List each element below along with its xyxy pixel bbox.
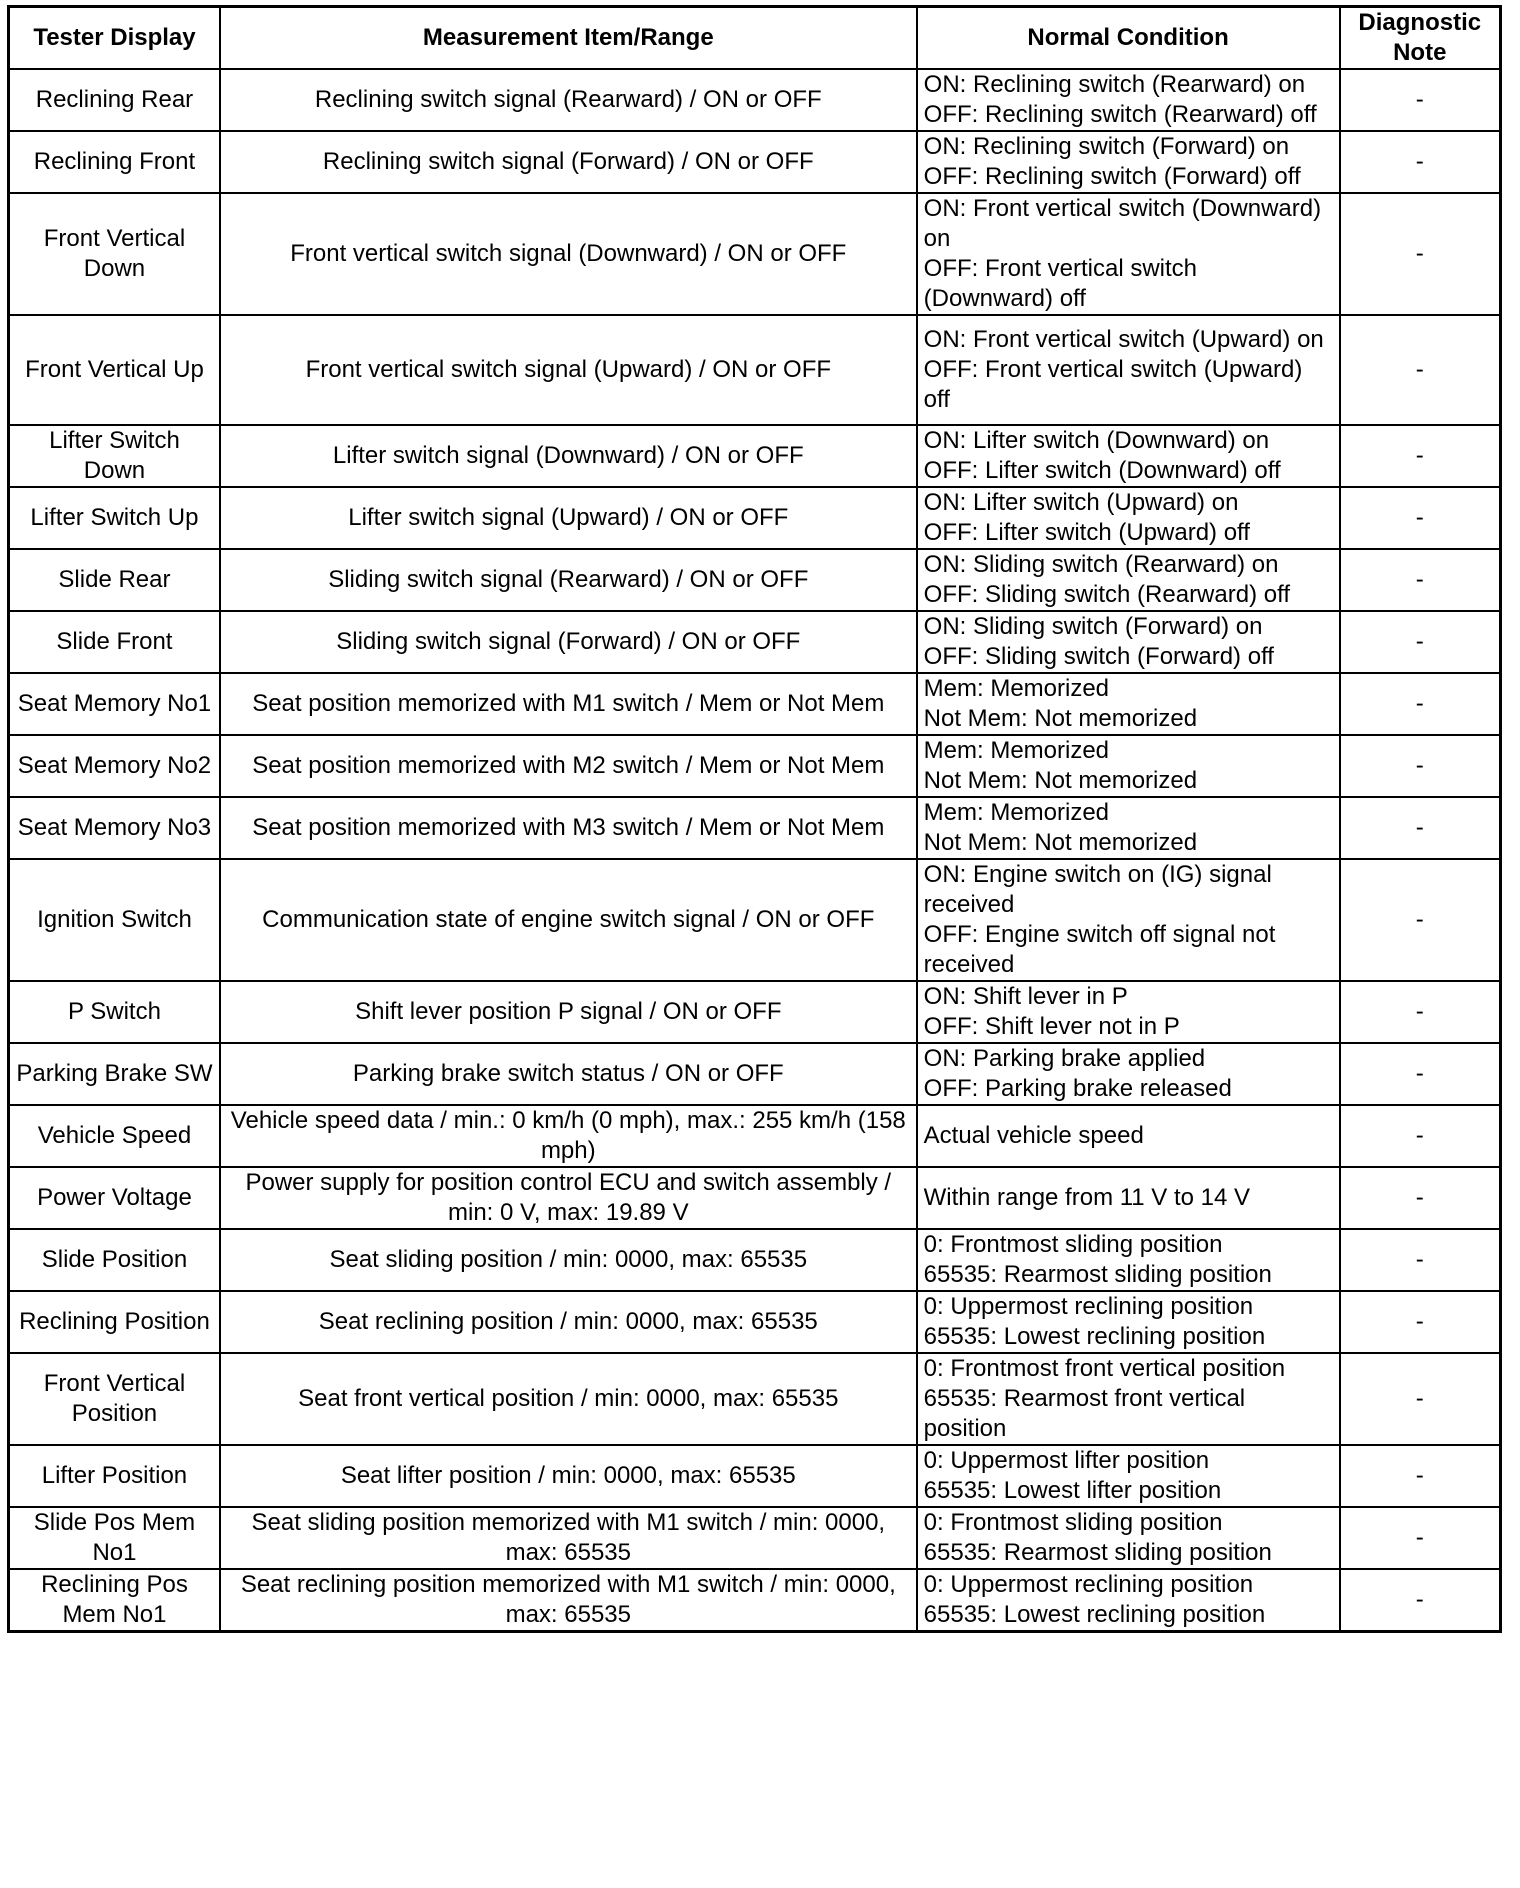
diagnostic-note-cell: - [1340, 673, 1501, 735]
table-row [9, 797, 1501, 859]
diagnostic-note-cell: - [1340, 1291, 1501, 1353]
diagnostic-note-cell: - [1340, 1445, 1501, 1507]
table-row [9, 1229, 1501, 1291]
normal-condition-cell: Mem: Memorized Not Mem: Not memorized [917, 673, 1340, 735]
measurement-item-cell: Power supply for position control ECU and switch assembly / min: 0 V, max: 19.89 V [220, 1167, 917, 1229]
tester-display-cell: P Switch [9, 981, 220, 1043]
table-row [9, 1105, 1501, 1167]
measurement-item-cell: Seat position memorized with M3 switch / Mem or Not Mem [220, 797, 917, 859]
header-row [9, 7, 1501, 70]
tester-display-cell: Seat Memory No1 [9, 673, 220, 735]
measurement-item-cell: Vehicle speed data / min.: 0 km/h (0 mph), max.: 255 km/h (158 mph) [220, 1105, 917, 1167]
normal-condition-cell: ON: Engine switch on (IG) signal received OFF: Engine switch off signal not received [917, 859, 1340, 981]
measurement-item-cell: Seat sliding position memorized with M1 switch / min: 0000, max: 65535 [220, 1507, 917, 1569]
normal-condition-cell: ON: Sliding switch (Forward) on OFF: Sliding switch (Forward) off [917, 611, 1340, 673]
table-row [9, 1167, 1501, 1229]
normal-condition-cell: 0: Frontmost sliding position 65535: Rearmost sliding position [917, 1507, 1340, 1569]
header-diagnostic-note: Diagnostic Note [1340, 7, 1501, 70]
table-row [9, 315, 1501, 425]
measurement-item-cell: Shift lever position P signal / ON or OFF [220, 981, 917, 1043]
diagnostic-note-cell: - [1340, 1507, 1501, 1569]
measurement-item-cell: Lifter switch signal (Upward) / ON or OFF [220, 487, 917, 549]
table-row [9, 425, 1501, 487]
normal-condition-cell: Mem: Memorized Not Mem: Not memorized [917, 797, 1340, 859]
normal-condition-cell: 0: Uppermost reclining position 65535: Lowest reclining position [917, 1291, 1340, 1353]
measurement-item-cell: Communication state of engine switch signal / ON or OFF [220, 859, 917, 981]
diagnostic-note-cell: - [1340, 1043, 1501, 1105]
measurement-item-cell: Seat front vertical position / min: 0000, max: 65535 [220, 1353, 917, 1445]
table-row [9, 1569, 1501, 1632]
table-row [9, 193, 1501, 315]
diagnostic-note-cell: - [1340, 549, 1501, 611]
tester-display-cell: Front Vertical Up [9, 315, 220, 425]
table-row [9, 69, 1501, 131]
diagnostic-note-cell: - [1340, 611, 1501, 673]
normal-condition-cell: ON: Reclining switch (Rearward) on OFF: Reclining switch (Rearward) off [917, 69, 1340, 131]
diagnostic-note-cell: - [1340, 315, 1501, 425]
normal-condition-cell: Within range from 11 V to 14 V [917, 1167, 1340, 1229]
data-list-table [7, 5, 1502, 1633]
diagnostic-note-cell: - [1340, 487, 1501, 549]
diagnostic-note-cell: - [1340, 981, 1501, 1043]
tester-display-cell: Ignition Switch [9, 859, 220, 981]
table-row [9, 549, 1501, 611]
table-row [9, 1507, 1501, 1569]
measurement-item-cell: Lifter switch signal (Downward) / ON or OFF [220, 425, 917, 487]
table-row [9, 1445, 1501, 1507]
normal-condition-cell: ON: Lifter switch (Upward) on OFF: Lifter switch (Upward) off [917, 487, 1340, 549]
measurement-item-cell: Seat lifter position / min: 0000, max: 65535 [220, 1445, 917, 1507]
measurement-item-cell: Parking brake switch status / ON or OFF [220, 1043, 917, 1105]
tester-display-cell: Reclining Pos Mem No1 [9, 1569, 220, 1632]
tester-display-cell: Front Vertical Position [9, 1353, 220, 1445]
table-row [9, 859, 1501, 981]
tester-display-cell: Front Vertical Down [9, 193, 220, 315]
normal-condition-cell: ON: Front vertical switch (Upward) on OFF: Front vertical switch (Upward) off [917, 315, 1340, 425]
tester-display-cell: Reclining Front [9, 131, 220, 193]
normal-condition-cell: ON: Lifter switch (Downward) on OFF: Lifter switch (Downward) off [917, 425, 1340, 487]
header-normal-condition: Normal Condition [917, 7, 1340, 70]
tester-display-cell: Slide Rear [9, 549, 220, 611]
tester-display-cell: Vehicle Speed [9, 1105, 220, 1167]
measurement-item-cell: Front vertical switch signal (Downward) / ON or OFF [220, 193, 917, 315]
tester-display-cell: Slide Front [9, 611, 220, 673]
normal-condition-cell: 0: Frontmost sliding position 65535: Rearmost sliding position [917, 1229, 1340, 1291]
diagnostic-note-cell: - [1340, 859, 1501, 981]
diagnostic-note-cell: - [1340, 1105, 1501, 1167]
table-row [9, 1353, 1501, 1445]
measurement-item-cell: Reclining switch signal (Forward) / ON or OFF [220, 131, 917, 193]
measurement-item-cell: Sliding switch signal (Rearward) / ON or OFF [220, 549, 917, 611]
table-row [9, 981, 1501, 1043]
tester-display-cell: Power Voltage [9, 1167, 220, 1229]
measurement-item-cell: Reclining switch signal (Rearward) / ON or OFF [220, 69, 917, 131]
measurement-item-cell: Seat reclining position memorized with M1 switch / min: 0000, max: 65535 [220, 1569, 917, 1632]
tester-display-cell: Lifter Switch Up [9, 487, 220, 549]
diagnostic-note-cell: - [1340, 735, 1501, 797]
table-row [9, 611, 1501, 673]
tester-display-cell: Slide Position [9, 1229, 220, 1291]
normal-condition-cell: Mem: Memorized Not Mem: Not memorized [917, 735, 1340, 797]
measurement-item-cell: Front vertical switch signal (Upward) / ON or OFF [220, 315, 917, 425]
normal-condition-cell: ON: Front vertical switch (Downward) on OFF: Front vertical switch (Downward) off [917, 193, 1340, 315]
normal-condition-cell: ON: Reclining switch (Forward) on OFF: Reclining switch (Forward) off [917, 131, 1340, 193]
table-row [9, 131, 1501, 193]
tester-display-cell: Slide Pos Mem No1 [9, 1507, 220, 1569]
tester-display-cell: Seat Memory No2 [9, 735, 220, 797]
table-row [9, 735, 1501, 797]
diagnostic-note-cell: - [1340, 1167, 1501, 1229]
tester-display-cell: Seat Memory No3 [9, 797, 220, 859]
table-row [9, 673, 1501, 735]
normal-condition-cell: ON: Parking brake applied OFF: Parking brake released [917, 1043, 1340, 1105]
tester-display-cell: Lifter Switch Down [9, 425, 220, 487]
diagnostic-note-cell: - [1340, 131, 1501, 193]
normal-condition-cell: 0: Uppermost lifter position 65535: Lowest lifter position [917, 1445, 1340, 1507]
header-tester-display: Tester Display [9, 7, 220, 70]
measurement-item-cell: Sliding switch signal (Forward) / ON or OFF [220, 611, 917, 673]
tester-display-cell: Reclining Position [9, 1291, 220, 1353]
header-measurement-item: Measurement Item/Range [220, 7, 917, 70]
normal-condition-cell: 0: Frontmost front vertical position 65535: Rearmost front vertical position [917, 1353, 1340, 1445]
measurement-item-cell: Seat position memorized with M2 switch / Mem or Not Mem [220, 735, 917, 797]
diagnostic-note-cell: - [1340, 1229, 1501, 1291]
table-row [9, 487, 1501, 549]
diagnostic-note-cell: - [1340, 1353, 1501, 1445]
tester-display-cell: Parking Brake SW [9, 1043, 220, 1105]
normal-condition-cell: 0: Uppermost reclining position 65535: Lowest reclining position [917, 1569, 1340, 1632]
measurement-item-cell: Seat reclining position / min: 0000, max: 65535 [220, 1291, 917, 1353]
table-row [9, 1291, 1501, 1353]
diagnostic-note-cell: - [1340, 797, 1501, 859]
diagnostic-note-cell: - [1340, 1569, 1501, 1632]
table-row [9, 1043, 1501, 1105]
normal-condition-cell: ON: Sliding switch (Rearward) on OFF: Sliding switch (Rearward) off [917, 549, 1340, 611]
tester-display-cell: Reclining Rear [9, 69, 220, 131]
normal-condition-cell: ON: Shift lever in P OFF: Shift lever not in P [917, 981, 1340, 1043]
diagnostic-note-cell: - [1340, 69, 1501, 131]
measurement-item-cell: Seat sliding position / min: 0000, max: 65535 [220, 1229, 917, 1291]
tester-display-cell: Lifter Position [9, 1445, 220, 1507]
normal-condition-cell: Actual vehicle speed [917, 1105, 1340, 1167]
measurement-item-cell: Seat position memorized with M1 switch / Mem or Not Mem [220, 673, 917, 735]
diagnostic-note-cell: - [1340, 193, 1501, 315]
diagnostic-note-cell: - [1340, 425, 1501, 487]
